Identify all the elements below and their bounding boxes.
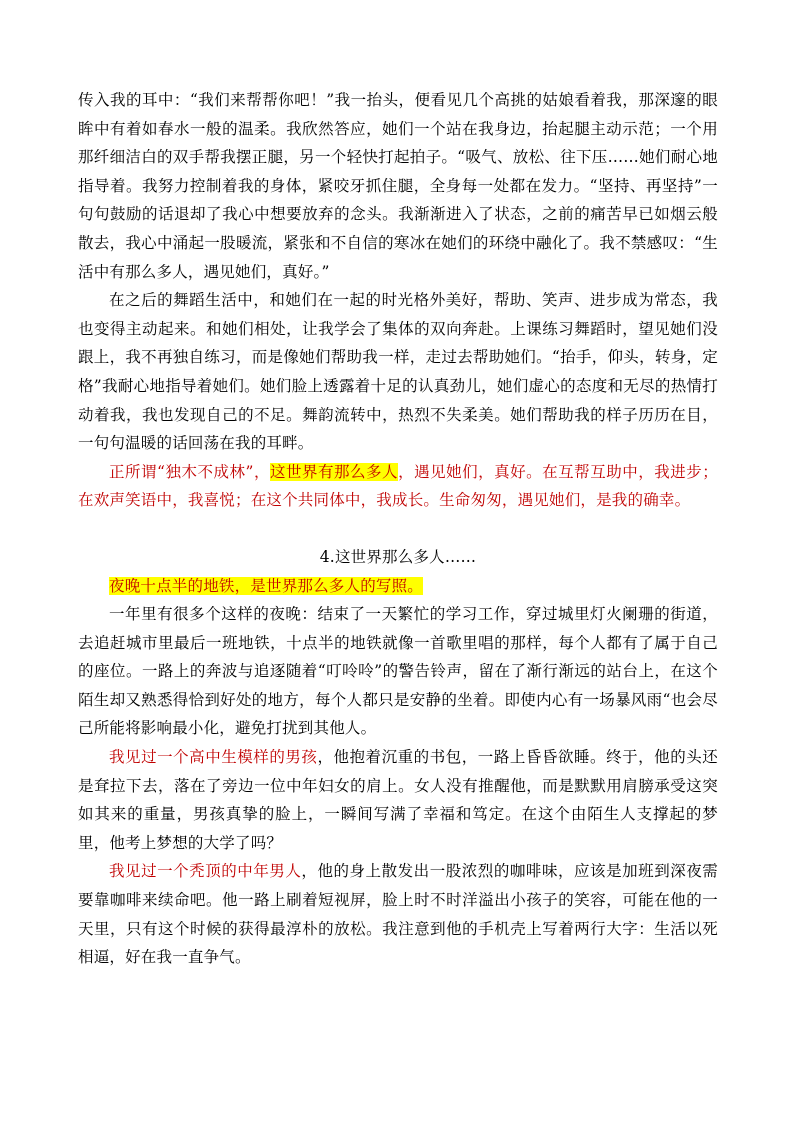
section-title: 4.这世界那么多人…… (319, 547, 477, 566)
paragraph-dance-help (78, 86, 718, 286)
paragraph-text: 在之后的舞蹈生活中，和她们在一起的时光格外美好，帮助、笑声、进步成为常态，我也变得主动起来。和她们相处，让我学会了集体的双向奔赴。上课练习舞蹈时，望见她们没跟上，我不再独自练习，而是像她们帮助我一样，走过去帮助她们。“抬手，仰头，转身，定格”我耐心地指导着她们。她们脸上透露着十足的认真劲儿，她们虚心的态度和无尽的热情打动着我，我也发现自己的不足。舞韵流转中，热烈不失柔美。她们帮助我的样子历历在目，一句句温暖的话回荡在我的耳畔。 (78, 291, 718, 453)
paragraph-bald-man (78, 857, 718, 971)
red-emphasis-phrase: 我见过一个秃顶的中年男人 (109, 862, 302, 881)
paragraph-text: ，他的身上散发出一股浓烈的咖啡味，应该是加班到深夜需要靠咖啡来续命吧。他一路上刷着短视屏，脸上时不时洋溢出小孩子的笑容，可能在他的一天里，只有这个时候的获得最淳朴的放松。我注意到他的手机壳上写着两行大字：生活以死相逼，好在我一直争气。 (78, 862, 718, 967)
section-gap (78, 515, 718, 543)
paragraph-text: 传入我的耳中：“我们来帮帮你吧！”我一抬头，便看见几个高挑的姑娘看着我，那深邃的眼眸中有着如春水一般的温柔。我欣然答应，她们一个站在我身边，抬起腿主动示范；一个用那纤细洁白的双手帮我摆正腿，另一个轻快打起拍子。“吸气、放松、往下压……她们耐心地指导着。我努力控制着我的身体，紧咬牙抓住腿，全身每一处都在发力。“坚持、再坚持”一句句鼓励的话退却了我心中想要放弃的念头。我渐渐进入了状态，之前的痛苦早已如烟云般散去，我心中涌起一股暖流，紧张和不自信的寒冰在她们的环绕中融化了。我不禁感叹：“生活中有那么多人，遇见她们，真好。” (78, 91, 718, 281)
paragraph-high-school-boy (78, 743, 718, 857)
conclusion-text-end: ，遇见她们，真好。在互帮互助中，我进步；在欢声笑语中，我喜悦；在这个共同体中，我成长。生命匆匆，遇见她们，是我的确幸。 (78, 462, 718, 510)
paragraph-text: ，他抱着沉重的书包，一路上昏昏欲睡。终于，他的头还是耷拉下去，落在了旁边一位中年妇女的肩上。女人没有推醒他，而是默默用肩膀承受这突如其来的重量，男孩真挚的脸上，一瞬间写满了幸福和笃定。在这个由陌生人支撑起的梦里，他考上梦想的大学了吗？ (78, 748, 718, 852)
red-emphasis-phrase: 我见过一个高中生模样的男孩 (109, 748, 318, 767)
paragraph-subway-theme (78, 572, 718, 601)
paragraph-conclusion (78, 458, 718, 515)
paragraph-dance-life (78, 286, 718, 458)
paragraph-subway-night (78, 600, 718, 743)
highlighted-theme-sentence: 夜晚十点半的地铁，是世界那么多人的写照。 (109, 576, 424, 595)
document-body (78, 86, 718, 972)
conclusion-text-start: 正所谓“独木不成林”， (109, 462, 270, 481)
paragraph-text: 一年里有很多个这样的夜晚：结束了一天繁忙的学习工作，穿过城里灯火阑珊的街道，去追赶城市里最后一班地铁，十点半的地铁就像一首歌里唱的那样，每个人都有了属于自己的座位。一路上的奔波与追逐随着“叮呤呤”的警告铃声，留在了渐行渐远的站台上，在这个陌生却又熟悉得恰到好处的地方，每个人都只是安静的坐着。即使内心有一场暴风雨“也会尽己所能将影响最小化，避免打扰到其他人。 (78, 605, 718, 738)
highlighted-phrase: 这世界有那么多人 (269, 462, 399, 481)
